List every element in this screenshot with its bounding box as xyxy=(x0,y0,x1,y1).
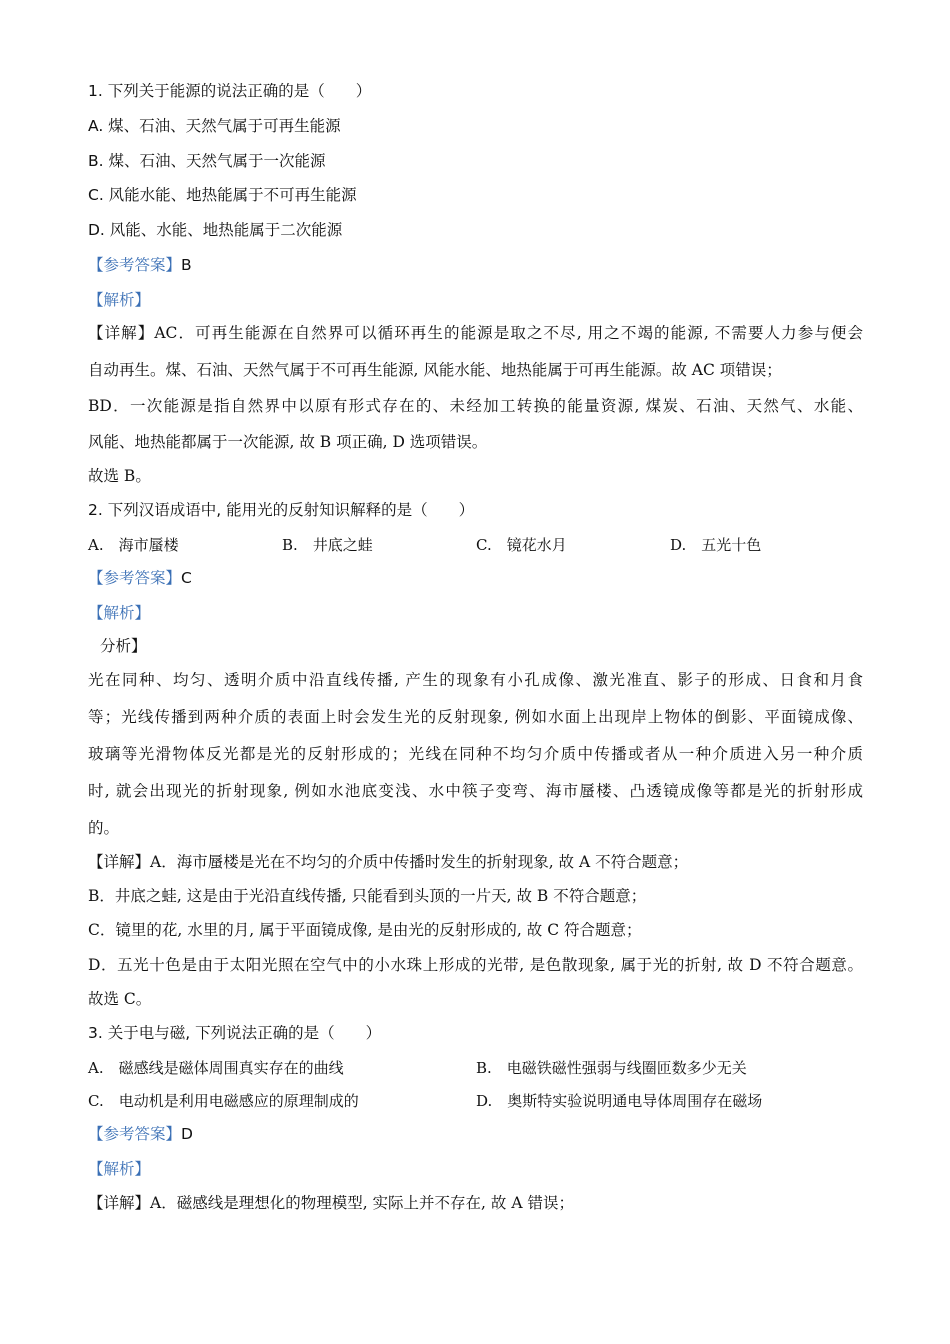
q2-detail-line-4: D．五光十色是由于太阳光照在空气中的小水珠上形成的光带, 是色散现象, 属于光的折射, 故 D 不符合题意。 xyxy=(88,956,863,974)
answer-label: 【参考答案】 xyxy=(88,256,182,274)
q2-analysis-line-2: 等；光线传播到两种介质的表面上时会发生光的反射现象, 例如水面上出现岸上物体的倒影、平面镜成像、 xyxy=(88,708,863,726)
q1-stem: 1. 下列关于能源的说法正确的是（ ） xyxy=(88,82,372,100)
q3-option-b: B. 电磁铁磁性强弱与线圈匝数多少无关 xyxy=(476,1059,747,1077)
answer-label: 【参考答案】 xyxy=(88,569,182,587)
q3-option-a: A. 磁感线是磁体周围真实存在的曲线 xyxy=(88,1059,344,1077)
q1-detail-line-2: 自动再生。煤、石油、天然气属于不可再生能源, 风能水能、地热能属于可再生能源。故 AC 项错误； xyxy=(88,361,782,379)
q1-detail-line-1: 【详解】AC．可再生能源在自然界可以循环再生的能源是取之不尽, 用之不竭的能源, 不需要人力参与便会 xyxy=(88,324,863,342)
q2-detail-line-2: B．井底之蛙, 这是由于光沿直线传播, 只能看到头顶的一片天, 故 B 不符合题意； xyxy=(88,887,647,905)
q1-detail-line-3: BD．一次能源是指自然界中以原有形式存在的、未经加工转换的能量资源, 煤炭、石油、天然气、水能、 xyxy=(88,397,863,415)
q2-fenxi-label: 分析】 xyxy=(100,637,147,655)
q2-analysis-line-5: 的。 xyxy=(88,819,120,837)
q3-answer: D xyxy=(181,1125,193,1143)
q2-answer-row xyxy=(88,568,192,588)
q3-stem: 3. 关于电与磁, 下列说法正确的是（ ） xyxy=(88,1024,382,1042)
q2-detail-line-1: 【详解】A．海市蜃楼是光在不均匀的介质中传播时发生的折射现象, 故 A 不符合题意； xyxy=(88,853,689,871)
q2-answer: C xyxy=(181,569,192,587)
q1-analysis-label: 【解析】 xyxy=(88,291,151,309)
q3-option-d: D. 奥斯特实验说明通电导体周围存在磁场 xyxy=(476,1092,763,1110)
q1-option-c: C. 风能水能、地热能属于不可再生能源 xyxy=(88,186,357,204)
q1-option-d: D. 风能、水能、地热能属于二次能源 xyxy=(88,221,343,239)
q2-conclusion: 故选 C。 xyxy=(88,990,152,1008)
q2-analysis-label: 【解析】 xyxy=(88,604,151,622)
q2-option-d: D. 五光十色 xyxy=(670,536,762,554)
q2-stem: 2. 下列汉语成语中, 能用光的反射知识解释的是（ ） xyxy=(88,501,475,519)
q2-detail-line-3: C．镜里的花, 水里的月, 属于平面镜成像, 是由光的反射形成的, 故 C 符合题意； xyxy=(88,921,642,939)
q3-answer-row xyxy=(88,1124,193,1144)
q3-detail-line-1: 【详解】A．磁感线是理想化的物理模型, 实际上并不存在, 故 A 错误； xyxy=(88,1194,574,1212)
q1-option-a: A. 煤、石油、天然气属于可再生能源 xyxy=(88,117,341,135)
q2-analysis-line-3: 玻璃等光滑物体反光都是光的反射形成的；光线在同种不均匀介质中传播或者从一种介质进入另一种介质 xyxy=(88,745,863,763)
q1-answer: B xyxy=(181,256,192,274)
q1-answer-row xyxy=(88,255,192,275)
q1-detail-line-4: 风能、地热能都属于一次能源, 故 B 项正确, D 选项错误。 xyxy=(88,433,488,451)
q1-conclusion: 故选 B。 xyxy=(88,467,151,485)
q2-option-a: A. 海市蜃楼 xyxy=(88,536,179,554)
answer-label: 【参考答案】 xyxy=(88,1125,182,1143)
q3-analysis-label: 【解析】 xyxy=(88,1160,151,1178)
q2-analysis-line-4: 时, 就会出现光的折射现象, 例如水池底变浅、水中筷子变弯、海市蜃楼、凸透镜成像等都是光的折射形成 xyxy=(88,782,863,800)
q2-option-b: B. 井底之蛙 xyxy=(282,536,373,554)
q1-option-b: B. 煤、石油、天然气属于一次能源 xyxy=(88,152,326,170)
q3-option-c: C. 电动机是利用电磁感应的原理制成的 xyxy=(88,1092,359,1110)
q2-option-c: C. 镜花水月 xyxy=(476,536,567,554)
q2-analysis-line-1: 光在同种、均匀、透明介质中沿直线传播, 产生的现象有小孔成像、激光准直、影子的形成、日食和月食 xyxy=(88,671,863,689)
